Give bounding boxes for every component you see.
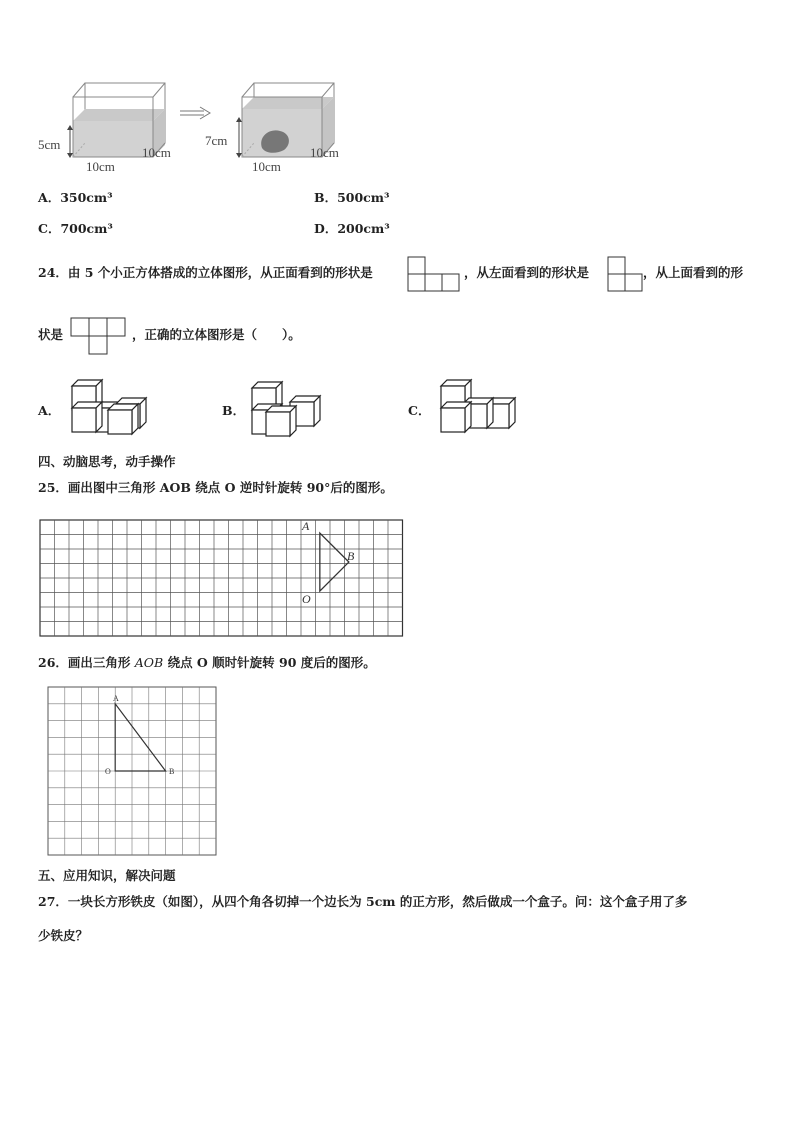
cube [108, 404, 138, 434]
q25-text: 25．画出图中三角形 AOB 绕点 O 逆时针旋转 90°后的图形。 [38, 480, 393, 495]
point-b-label: B [347, 549, 355, 563]
q24-part1: 24．由 5 个小正方体搭成的立体图形，从正面看到的形状是 [38, 265, 373, 280]
after-height-label: 7cm [205, 133, 228, 148]
q24-option-b-label[interactable]: B． [222, 403, 246, 418]
top-view-shape [70, 317, 128, 355]
point-a-label: A [302, 519, 310, 533]
before-height-label: 5cm [38, 137, 61, 152]
left-view-shape [607, 256, 643, 292]
q27-line1: 27．一块长方形铁皮（如图），从四个角各切掉一个边长为 5cm 的正方形，然后做成一个盒子。问：这个盒子用了多 [38, 894, 688, 909]
option-letter: B． [314, 190, 338, 205]
q23-option-a[interactable] [38, 188, 113, 206]
q26-text [38, 655, 376, 671]
q24-option-c-label[interactable]: C． [408, 403, 431, 418]
after-width-label: 10cm [310, 145, 339, 160]
cube [72, 402, 102, 432]
q26-prefix: 26．画出三角形 [38, 655, 135, 670]
q24-option-a-figure[interactable] [68, 378, 150, 438]
point-o-label: O [302, 592, 311, 606]
q26-suffix: 绕点 O 顺时针旋转 90 度后的图形。 [163, 655, 376, 670]
tank-before-figure [36, 78, 186, 176]
q25-grid[interactable] [38, 516, 404, 638]
section-5-heading: 五、应用知识，解决问题 [38, 868, 176, 883]
q23-option-c[interactable] [38, 219, 113, 237]
q27-line2: 少铁皮？ [38, 928, 89, 943]
option-letter: A． [38, 190, 61, 205]
point-o-label: O [105, 767, 111, 776]
q24-option-b-figure[interactable] [248, 380, 324, 438]
option-text: 200cm³ [337, 221, 390, 236]
option-letter: C． [38, 221, 61, 236]
tank-after-figure [202, 78, 362, 176]
option-text: 350cm³ [60, 190, 113, 205]
q24-part2: ，从左面看到的形状是 [464, 265, 590, 280]
option-text: 500cm³ [337, 190, 390, 205]
option-text: 700cm³ [60, 221, 113, 236]
q26-italic: AOB [134, 655, 164, 670]
point-b-label: B [169, 767, 175, 776]
after-length-label: 10cm [252, 159, 281, 174]
section-4-heading: 四、动脑思考，动手操作 [38, 454, 176, 469]
cube [441, 402, 471, 432]
point-a-label: A [113, 694, 119, 703]
q24-option-a-label[interactable]: A． [38, 403, 61, 418]
q24-part4: 状是 [38, 327, 64, 342]
cube [266, 406, 296, 436]
q24-part3: ，从上面看到的形 [643, 265, 744, 280]
q24-option-c-figure[interactable] [433, 378, 521, 438]
q24-part5: ，正确的立体图形是（ ）。 [132, 327, 301, 342]
q26-grid[interactable] [47, 686, 219, 858]
q23-option-d[interactable] [314, 219, 390, 237]
option-letter: D． [314, 221, 338, 236]
q23-option-b[interactable] [314, 188, 389, 206]
before-width-label: 10cm [142, 145, 171, 160]
before-length-label: 10cm [86, 159, 115, 174]
front-view-shape [407, 256, 461, 292]
